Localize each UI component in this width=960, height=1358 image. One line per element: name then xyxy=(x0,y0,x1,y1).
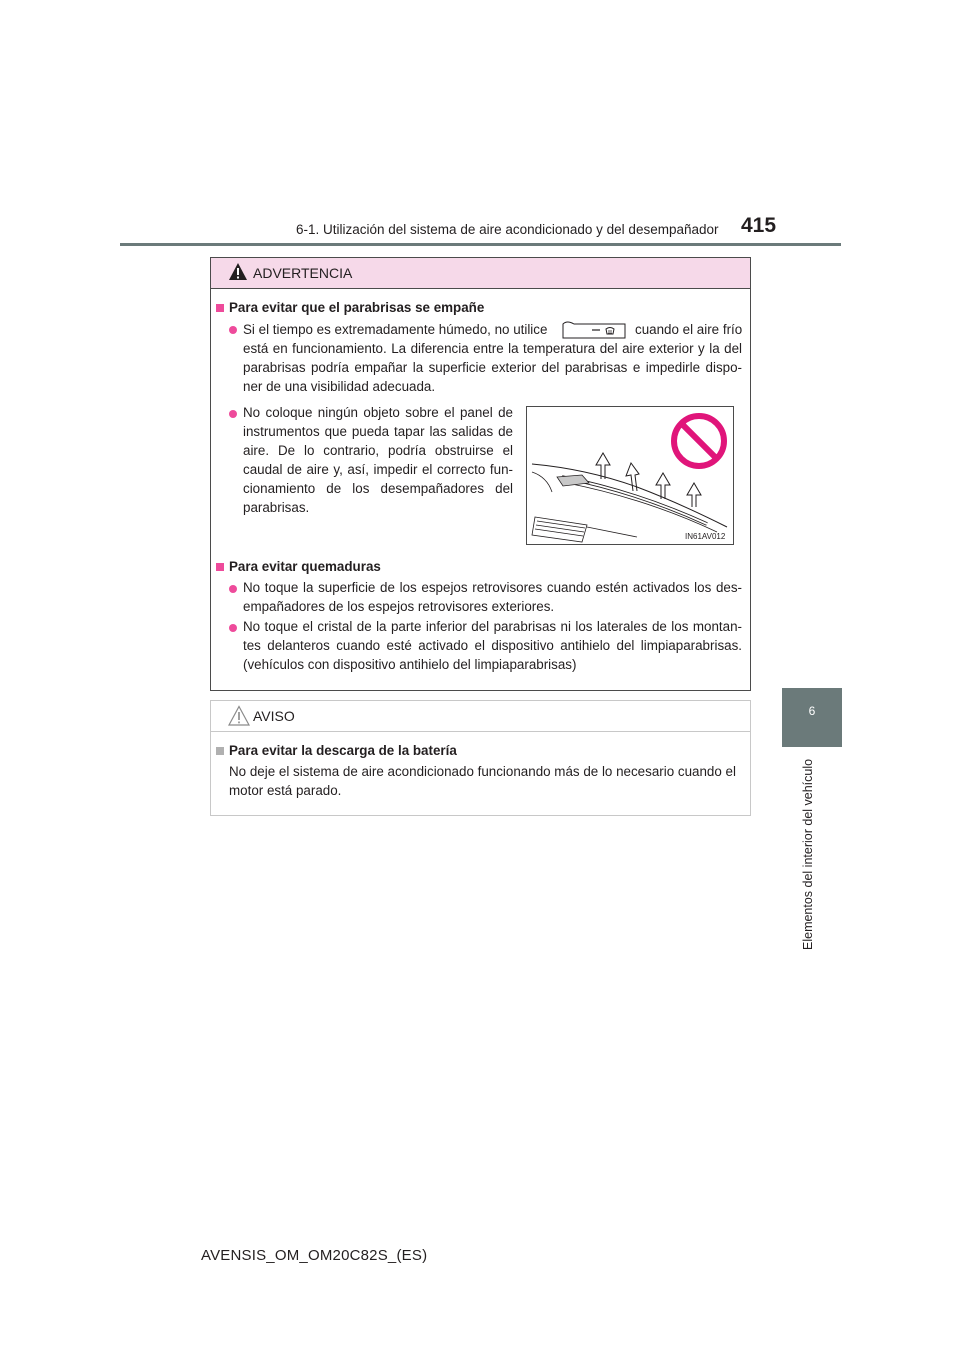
warning-triangle-icon xyxy=(228,262,248,282)
notice-heading: AVISO xyxy=(253,708,295,724)
bullet4-body: No toque el cristal de la parte inferior del parabrisas ni los laterales de los montan-tes delanteros cuando esté activado el dispositivo antihielo del limpiaparabrisas. (vehículos con dispositivo antihielo del limpiaparabrisas) xyxy=(243,619,742,672)
dashboard-vents-drawing xyxy=(527,407,733,544)
warning-heading: ADVERTENCIA xyxy=(253,265,353,281)
defroster-illustration xyxy=(526,406,734,545)
chapter-label-wrapper xyxy=(798,760,822,960)
section-bullet-square xyxy=(216,304,224,312)
warning-section2-title: Para evitar quemaduras xyxy=(229,559,381,574)
chapter-tab xyxy=(782,688,842,747)
warning-header xyxy=(211,258,750,289)
bullet1-body: está en funcionamiento. La diferencia entre la temperatura del aire exterior y la del parabrisas podría empañar la superficie exterior del parabrisas e impedirle dispo-ner de una visibilidad adecuada. xyxy=(243,341,742,394)
bullet-dot xyxy=(229,410,237,418)
caution-outline-triangle-icon xyxy=(228,705,250,727)
bullet1-after-icon: cuando el aire frío xyxy=(635,322,743,337)
chapter-label: Elementos del interior del vehículo xyxy=(801,758,815,950)
notice-section-title: Para evitar la descarga de la batería xyxy=(229,743,457,758)
notice-body: No deje el sistema de aire acondicionado funcionando más de lo necesario cuando el motor está parado. xyxy=(229,764,736,798)
header-rule xyxy=(120,243,841,246)
page-number: 415 xyxy=(741,214,777,237)
warning-section1-title: Para evitar que el parabrisas se empañe xyxy=(229,300,485,315)
bullet-dot xyxy=(229,624,237,632)
section-bullet-square xyxy=(216,563,224,571)
bullet3-body: No toque la superficie de los espejos retrovisores cuando estén activados los des-empañadores de los espejos retrovisores exteriores. xyxy=(243,580,742,614)
bullet-dot xyxy=(229,326,237,334)
bullet2-body: No coloque ningún objeto sobre el panel de instrumentos que pueda tapar las salidas de aire. De lo contrario, podría obstruirse el caudal de aire y, así, impedir el correcto fun-cionamiento de los desempañadores del parabrisas. xyxy=(243,405,513,515)
bullet1-before-icon: Si el tiempo es extremadamente húmedo, no utilice xyxy=(243,322,548,337)
image-code: IN61AV012 xyxy=(685,532,726,541)
chapter-number: 6 xyxy=(808,704,816,718)
windshield-defogger-switch-icon xyxy=(562,320,626,339)
bullet-dot xyxy=(229,585,237,593)
notice-header xyxy=(211,701,750,732)
section-bullet-square xyxy=(216,747,224,755)
section-title: 6-1. Utilización del sistema de aire acondicionado y del desempañador xyxy=(296,222,719,237)
document-code: AVENSIS_OM_OM20C82S_(ES) xyxy=(201,1247,428,1264)
